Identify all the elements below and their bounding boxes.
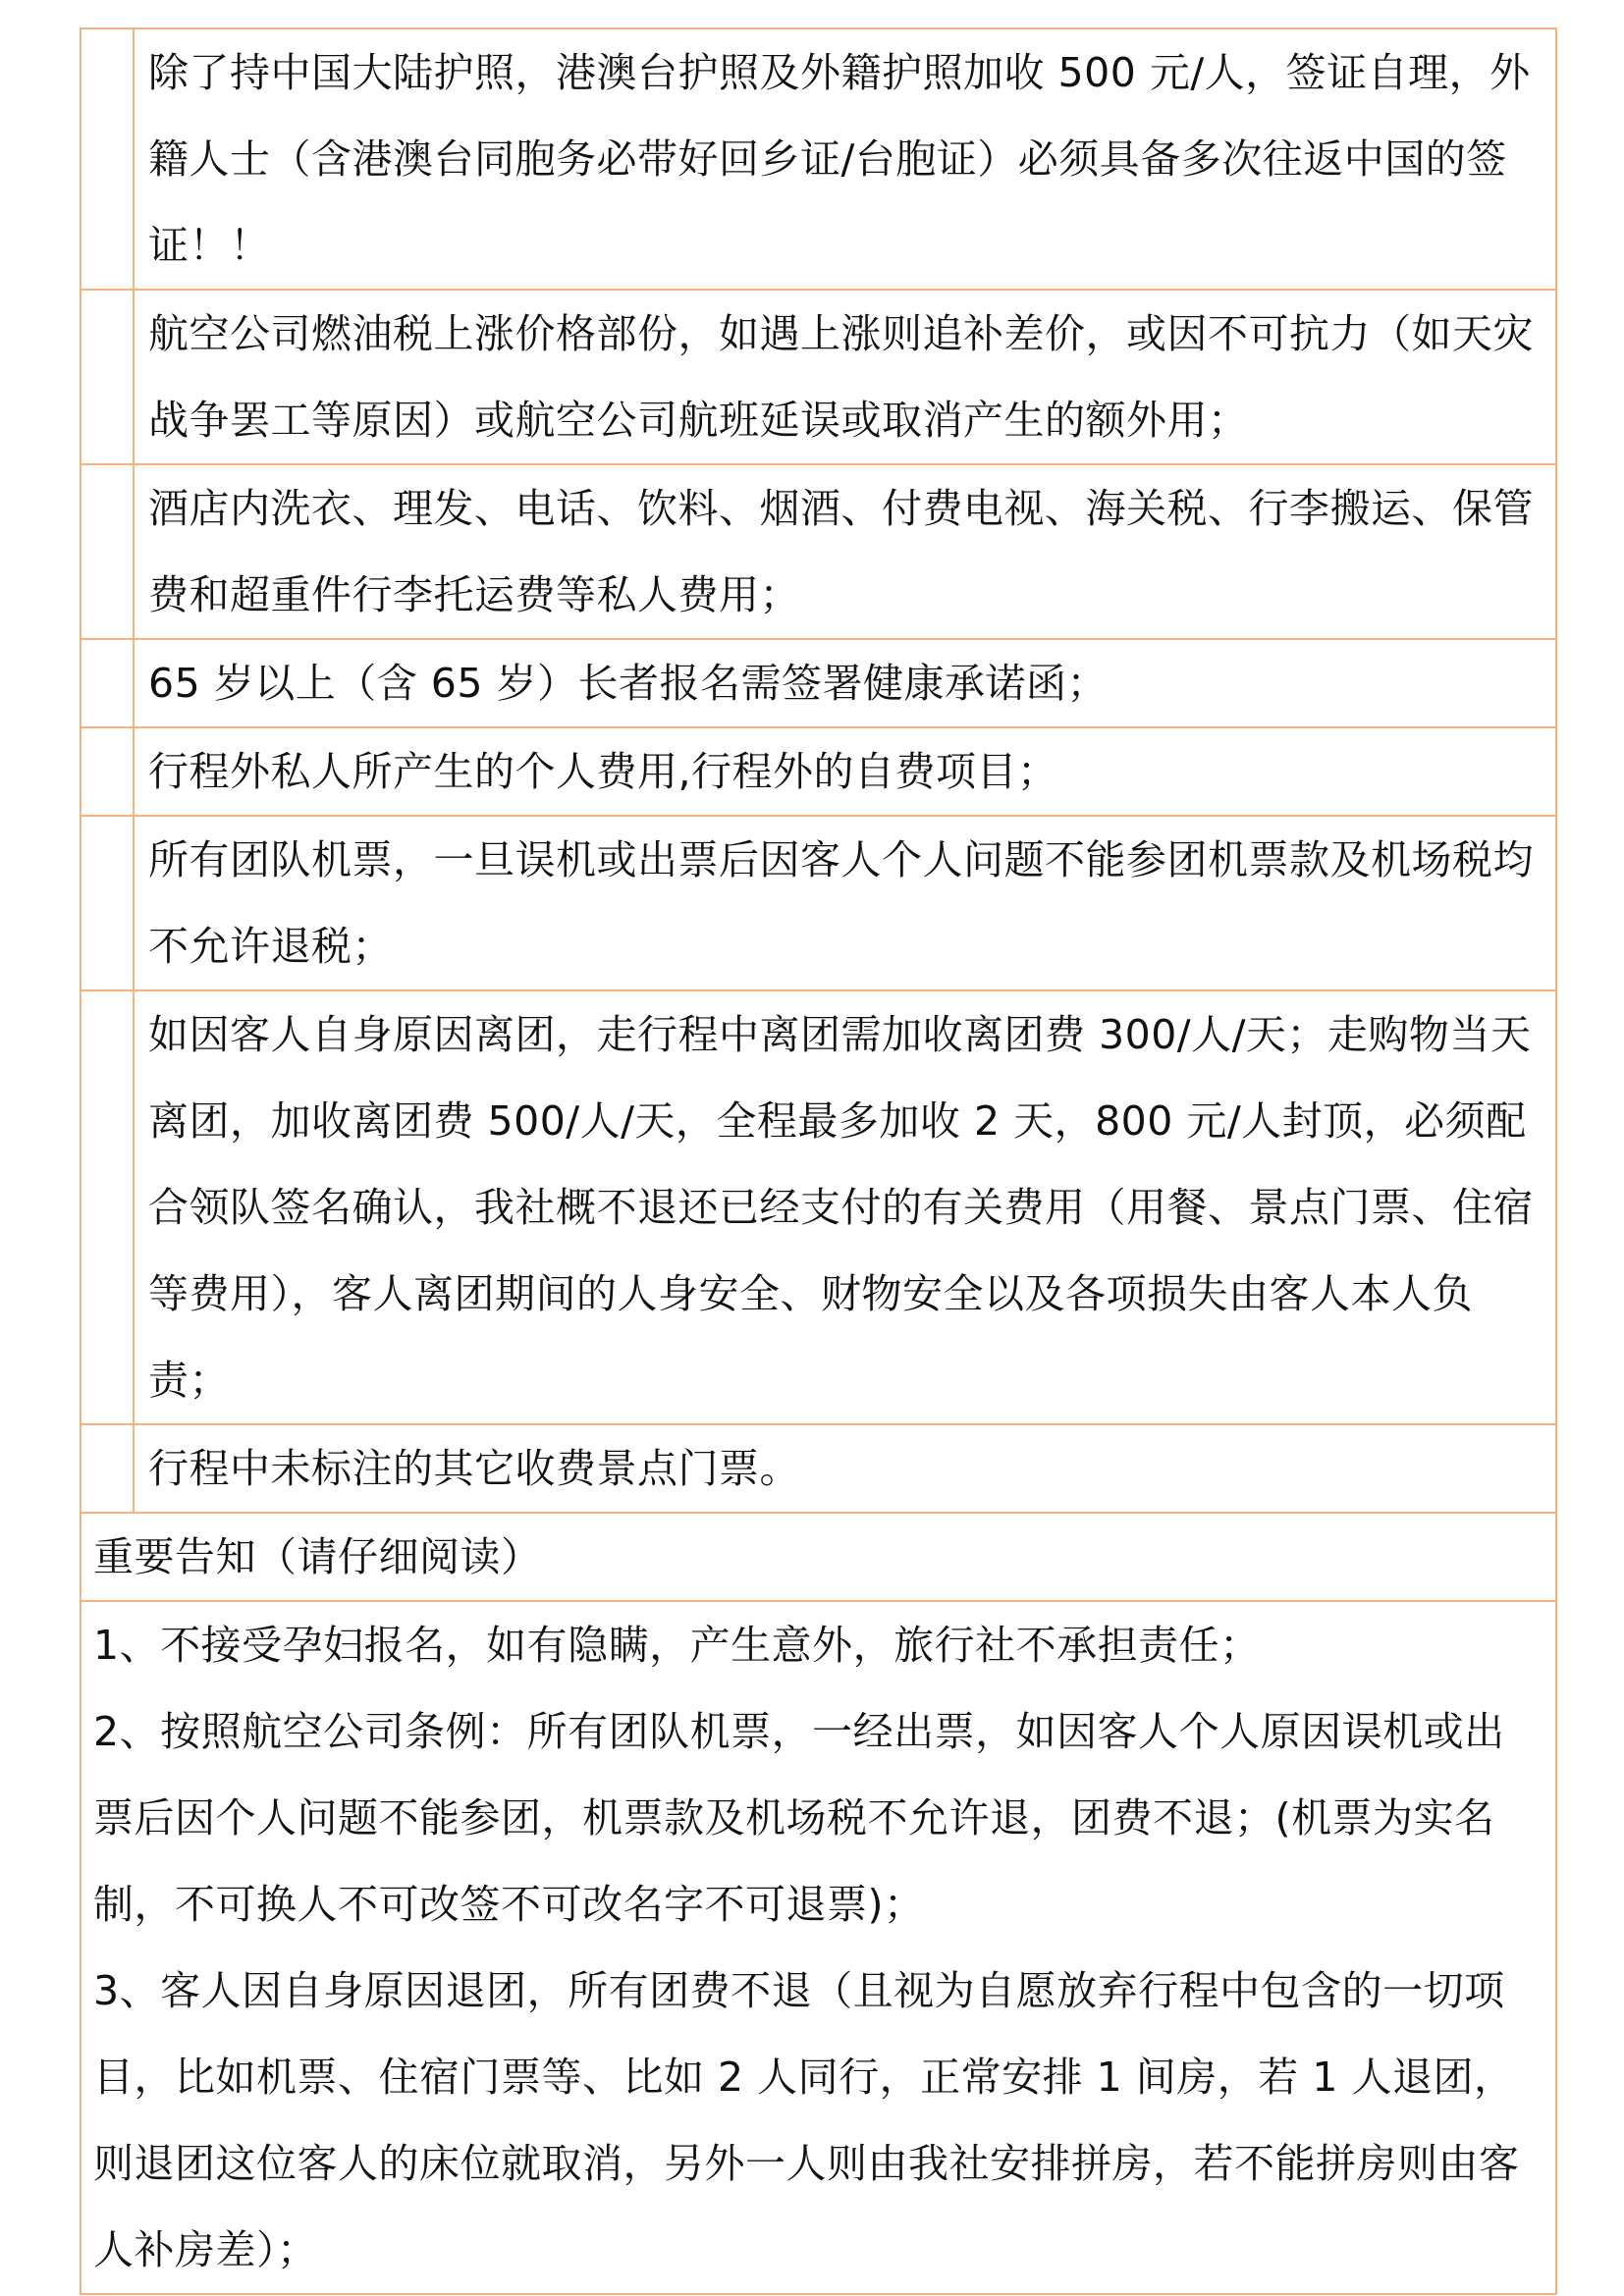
row-text-cell bbox=[134, 464, 1556, 639]
row-text: 如因客人自身原因离团，走行程中离团需加收离团费 300/人/天；走购物当天离团，加收离团费 500/人/天，全程最多加收 2 天，800 元/人封顶，必须配合领队签名确认，我社概不退还已经支付的有关费用（用餐、景点门票、住宿等费用），客人离团期间的人身安全、财物安全以及各项损失由客人本人负责； bbox=[148, 1011, 1534, 1404]
row-text-cell bbox=[134, 990, 1556, 1424]
row-text: 酒店内洗衣、理发、电话、饮料、烟酒、付费电视、海关税、行李搬运、保管费和超重件行李托运费等私人费用； bbox=[148, 485, 1534, 618]
row-index-cell bbox=[81, 290, 134, 464]
table-row bbox=[81, 28, 1556, 290]
notice-item: 3、客人因自身原因退团，所有团费不退（且视为自愿放弃行程中包含的一切项目，比如机票、住宿门票等、比如 2 人同行，正常安排 1 间房，若 1 人退团，则退团这位客人的床位就取消，另外一人则由我社安排拼房，若不能拼房则由客人补房差）； bbox=[93, 1967, 1520, 2273]
row-text-cell bbox=[134, 1424, 1556, 1513]
row-text-cell bbox=[134, 639, 1556, 727]
row-index-cell bbox=[81, 990, 134, 1424]
row-text: 航空公司燃油税上涨价格部份，如遇上涨则追补差价，或因不可抗力（如天灾战争罢工等原因）或航空公司航班延误或取消产生的额外用； bbox=[148, 310, 1534, 444]
row-index-cell bbox=[81, 1424, 134, 1513]
row-text: 行程中未标注的其它收费景点门票。 bbox=[148, 1445, 800, 1492]
row-text-cell bbox=[134, 28, 1556, 290]
row-index-cell bbox=[81, 464, 134, 639]
table-row bbox=[81, 1424, 1556, 1513]
table-row bbox=[81, 816, 1556, 990]
notice-body-row bbox=[81, 1601, 1556, 2294]
row-index-cell bbox=[81, 816, 134, 990]
notice-body-cell bbox=[81, 1601, 1556, 2294]
table-row bbox=[81, 464, 1556, 639]
row-text-cell bbox=[134, 816, 1556, 990]
row-index-cell bbox=[81, 28, 134, 290]
row-index-cell bbox=[81, 639, 134, 727]
notice-title-row bbox=[81, 1513, 1556, 1601]
row-text: 行程外私人所产生的个人费用,行程外的自费项目； bbox=[148, 748, 1058, 795]
row-text: 65 岁以上（含 65 岁）长者报名需签署健康承诺函； bbox=[148, 660, 1108, 707]
notice-item: 1、不接受孕妇报名，如有隐瞒，产生意外，旅行社不承担责任； bbox=[93, 1622, 1261, 1669]
table-row bbox=[81, 990, 1556, 1424]
row-text: 所有团队机票，一旦误机或出票后因客人个人问题不能参团机票款及机场税均不允许退税； bbox=[148, 836, 1534, 970]
fee-exclusion-table bbox=[80, 27, 1557, 2295]
table-row bbox=[81, 727, 1556, 816]
notice-title: 重要告知（请仔细阅读） bbox=[93, 1533, 542, 1580]
row-text-cell bbox=[134, 290, 1556, 464]
row-index-cell bbox=[81, 727, 134, 816]
row-text-cell bbox=[134, 727, 1556, 816]
notice-item: 2、按照航空公司条例：所有团队机票，一经出票，如因客人个人原因误机或出票后因个人问题不能参团，机票款及机场税不允许退，团费不退；(机票为实名制，不可换人不可改签不可改名字不可退票)； bbox=[93, 1708, 1505, 1928]
table-row bbox=[81, 639, 1556, 727]
notice-title-cell bbox=[81, 1513, 1556, 1601]
row-text: 除了持中国大陆护照，港澳台护照及外籍护照加收 500 元/人，签证自理，外籍人士（含港澳台同胞务必带好回乡证/台胞证）必须具备多次往返中国的签证！！ bbox=[148, 49, 1531, 269]
table-row bbox=[81, 290, 1556, 464]
